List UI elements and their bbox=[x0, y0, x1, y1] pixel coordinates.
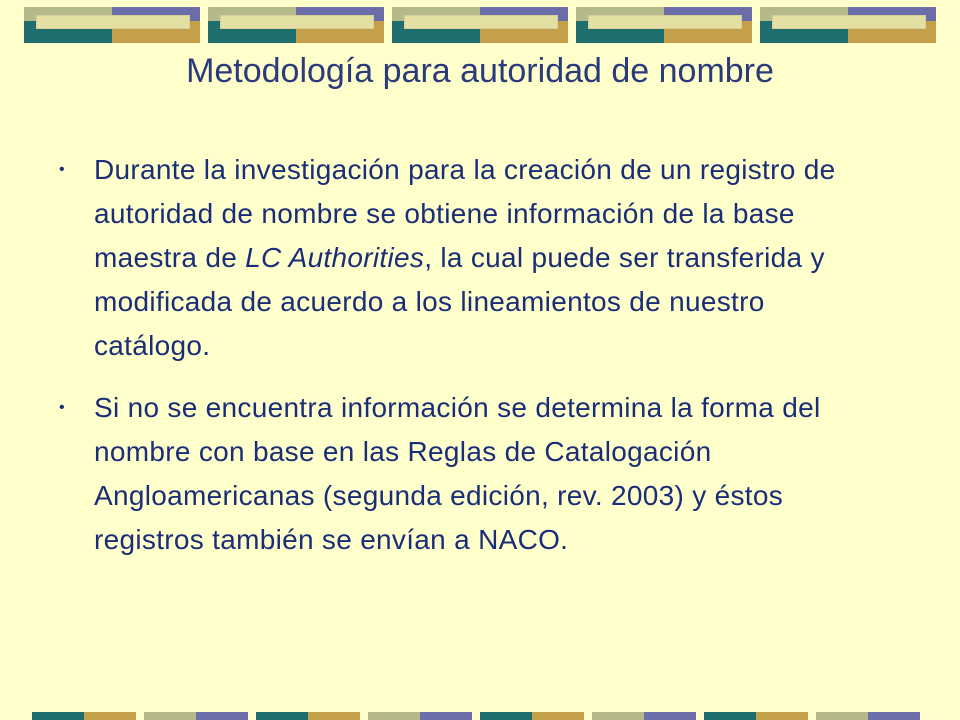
bullet-item bbox=[56, 148, 856, 368]
bottom-segment bbox=[592, 712, 644, 720]
bottom-segment bbox=[480, 712, 532, 720]
bottom-segment bbox=[532, 712, 584, 720]
slide-title: Metodología para autoridad de nombre bbox=[186, 52, 774, 90]
bottom-decorative-band bbox=[0, 708, 960, 720]
bottom-segment bbox=[196, 712, 248, 720]
bullet-icon: • bbox=[59, 399, 65, 416]
bullet-icon: • bbox=[59, 161, 65, 178]
bottom-segment bbox=[256, 712, 308, 720]
bullet-italic-text: LC Authorities bbox=[245, 242, 425, 273]
decorative-tile bbox=[576, 7, 752, 43]
decorative-tile bbox=[392, 7, 568, 43]
bullet-text-continued: , la cual puede ser transferida y modificada de acuerdo a los lineamientos de nuestro catálogo. bbox=[94, 242, 825, 361]
bullet-text: Si no se encuentra información se determina la forma del nombre con base en las Reglas de Catalogación Angloamericanas (segunda edición, rev. 2003) y éstos registros también se envían a NACO. bbox=[94, 392, 821, 555]
bullet-item bbox=[56, 386, 856, 562]
bottom-segment bbox=[420, 712, 472, 720]
bottom-segment bbox=[368, 712, 420, 720]
bottom-segment bbox=[644, 712, 696, 720]
top-decorative-band bbox=[0, 0, 960, 50]
bottom-segment bbox=[32, 712, 84, 720]
bullet-list bbox=[56, 148, 856, 580]
bottom-segment bbox=[704, 712, 756, 720]
bottom-segment bbox=[308, 712, 360, 720]
bullet-text: Durante la investigación para la creación de un registro de autoridad de nombre se obtiene información de la base maestra de bbox=[94, 154, 836, 273]
bottom-segment bbox=[868, 712, 920, 720]
decorative-tile bbox=[208, 7, 384, 43]
bottom-segment bbox=[144, 712, 196, 720]
decorative-tile bbox=[760, 7, 936, 43]
bottom-segment bbox=[84, 712, 136, 720]
bottom-segment bbox=[816, 712, 868, 720]
bottom-segment bbox=[756, 712, 808, 720]
decorative-tile bbox=[24, 7, 200, 43]
